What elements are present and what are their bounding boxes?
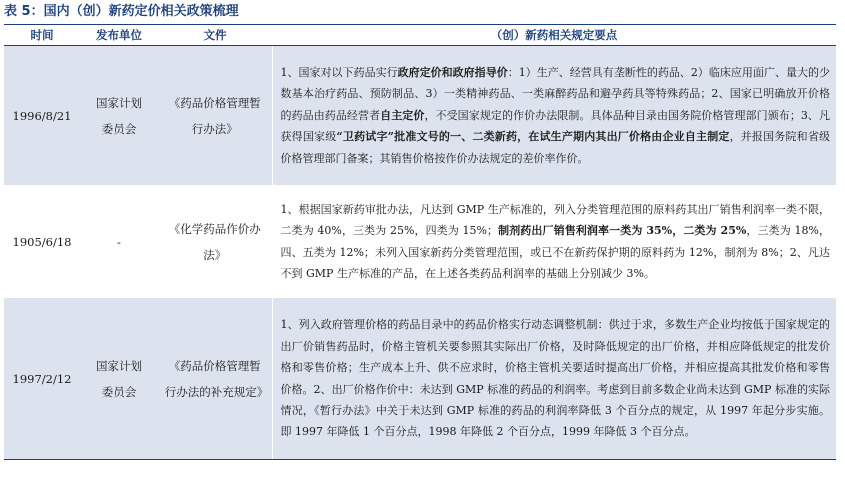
header-issuer: 发布单位	[80, 25, 158, 46]
row-issuer: 国家计划委员会	[80, 298, 158, 460]
row-date: 1997/2/12	[4, 298, 80, 460]
header-document: 文件	[158, 25, 272, 46]
content-text: ，不受国家规定的作价办法限制。具体品种目录由国务院价格管理部门颁布；3、凡获得国家级	[280, 108, 831, 144]
content-text: 1、根据国家新药审批办法，凡达到 GMP 生产标准的，列入分类管理范围的原料药其出厂销售利润率一类不限，二类为 40%，三类为 25%，四类为 15%；	[280, 202, 830, 238]
emphasis-text: 自主定价	[380, 108, 425, 122]
header-date: 时间	[4, 25, 80, 46]
header-row	[4, 25, 836, 46]
table-row	[4, 298, 836, 460]
table-row	[4, 46, 836, 186]
content-text: ，并报国务院和省级价格管理部门备案；其销售价格按作价办法规定的差价率作价。	[280, 130, 831, 165]
row-content	[272, 298, 836, 460]
content-text: ，三类为 18%，四、五类为 12%；未列入国家新药分类管理范围，或已不在新药保护期的原料药为 12%，制剂为 8%；2、凡达不到 GMP 生产标准的产品，在上述各类药品利润率的基础上分别减少 3%。	[280, 224, 830, 280]
row-content	[272, 46, 836, 186]
row-issuer: 国家计划委员会	[80, 46, 158, 186]
row-document: 《药品价格管理暂行办法》	[158, 46, 272, 186]
row-date: 1905/6/18	[4, 186, 80, 298]
table-row	[4, 186, 836, 298]
content-text: ：1）生产、经营具有垄断性的药品、2）临床应用面广、量大的少数基本治疗药品、预防制品、3）一类精神药品、一类麻醉药品和避孕药具等特殊药品；2、国家已明确放开价格的药品由药品经营者	[280, 65, 831, 122]
row-issuer: -	[80, 186, 158, 298]
emphasis-text: “卫药试字”批准文号的一、二类新药，在试生产期内其出厂价格由企业自主制定	[336, 130, 730, 144]
emphasis-text: 制剂药出厂销售利润率一类为 35%，二类为 25%	[497, 224, 747, 238]
content-text: 1、国家对以下药品实行	[280, 65, 398, 79]
row-document: 《化学药品作价办法》	[158, 186, 272, 298]
content-text: 1、列入政府管理价格的药品目录中的药品价格实行动态调整机制：供过于求，多数生产企业均按低于国家规定的出厂价销售药品时，价格主管机关要参照其实际出厂价格，及时降低规定的出厂价格，并相应降低规定的批发价格和零售价格；生产成本上升、供不应求时，价格主管机关要适时提高出厂价格，并相应提高其批发价格和零售价格。2、出厂价格作价中：未达到 GMP 标准的药品的利润率。考虑到目前多数企业尚未达到 GMP 标准的实际情况，《暂行办法》中关于未达到 GMP 标准的药品的利润率降低 3 个百分点的规定，从 1997 年起分步实施。即 1997 年降低 1 个百分点，1998 年降低 2 个百分点，1999 年降低 3 个百分点。	[280, 318, 830, 439]
row-document: 《药品价格管理暂行办法的补充规定》	[158, 298, 272, 460]
emphasis-text: 政府定价和政府指导价	[397, 65, 508, 79]
row-date: 1996/8/21	[4, 46, 80, 186]
row-content	[272, 186, 836, 298]
table-title: 表 5：国内（创）新药定价相关政策梳理	[4, 4, 239, 19]
policy-table	[4, 24, 836, 460]
header-content: （创）新药相关规定要点	[272, 25, 836, 46]
